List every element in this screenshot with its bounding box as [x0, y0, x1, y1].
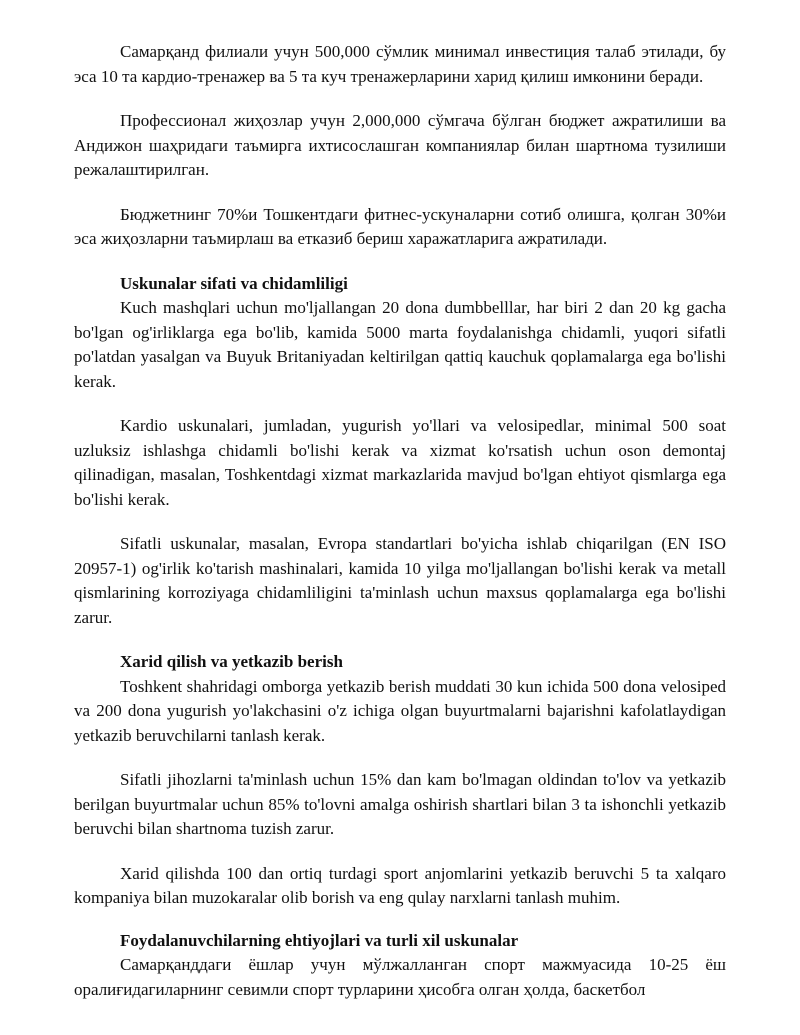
section-paragraph: Toshkent shahridagi omborga yetkazib berish muddati 30 kun ichida 500 dona velosiped va 200 dona yugurish yo'lakchasini o'z ichiga olgan buyurtmalarni bajarishni kafolatlaydigan yetkazib beruvchilarni tanlash kerak. [74, 676, 726, 745]
intro-paragraph-2: Профессионал жиҳозлар учун 2,000,000 сўмгача бўлган бюджет ажратилиши ва Андижон шаҳридаги таъмирга ихтисослашган компаниялар билан шартнома тузилиши режалаштирилган. [74, 111, 726, 179]
section-paragraph: Sifatli jihozlarni ta'minlash uchun 15% dan kam bo'lmagan oldindan to'lov va yetkazib berilgan buyurtmalar uchun 85% to'lovni amalga oshirish shartlari bilan 3 ta ishonchli yetkazib beruvchi bilan shartnoma tuzish zarur. [74, 770, 726, 838]
section-paragraph: Kardio uskunalari, jumladan, yugurish yo'llari va velosipedlar, minimal 500 soat uzluksiz ishlashga chidamli bo'lishi kerak va xizmat ko'rsatish uchun oson demontaj qilinadigan, masalan, Toshkentdagi xizmat markazlarida mavjud bo'lgan ehtiyot qismlarga ega bo'lishi kerak. [74, 416, 726, 509]
intro-paragraph-1: Самарқанд филиали учун 500,000 сўмлик минимал инвестиция талаб этилади, бу эса 10 та кардио-тренажер ва 5 та куч тренажерларини харид қилиш имконини беради. [74, 42, 726, 86]
section-heading: Uskunalar sifati va chidamliligi [120, 273, 348, 293]
intro-block [74, 40, 726, 252]
section-paragraph: Xarid qilishda 100 dan ortiq turdagi sport anjomlarini yetkazib beruvchi 5 ta xalqaro kompaniya bilan muzokaralar olib borish va eng qulay narxlarni tanlash muhim. [74, 863, 726, 907]
intro-paragraph-3: Бюджетнинг 70%и Тошкентдаги фитнес-ускуналарни сотиб олишга, қолган 30%и эса жиҳозларни таъмирлаш ва етказиб бериш харажатларига ажратилади. [74, 204, 726, 248]
section-paragraph: Kuch mashqlari uchun mo'ljallangan 20 dona dumbbelllar, har biri 2 dan 20 kg gacha bo'lgan og'irliklarga ega bo'lib, kamida 5000 marta foydalanishga chidamli, yuqori sifatli po'latdan yasalgan va Buyuk Britaniyadan keltirilgan qattiq kauchuk qoplamalarga ega bo'lishi kerak. [74, 298, 726, 391]
section-paragraph: Самарқанддаги ёшлар учун мўлжалланган спорт мажмуасида 10-25 ёш оралиғидагиларнинг севимли спорт турларини ҳисобга олган ҳолда, баскетбол [74, 955, 726, 999]
section-procurement-delivery [74, 650, 726, 911]
section-user-needs [74, 929, 726, 1003]
section-paragraph: Sifatli uskunalar, masalan, Evropa standartlari bo'yicha ishlab chiqarilgan (EN ISO 20957-1) og'irlik ko'tarish mashinalari, kamida 10 yilga mo'ljallangan bo'lishi kerak va metall qismlarining korroziyaga chidamliligini ta'minlash uchun maxsus qoplamalarga ega bo'lishi zarur. [74, 534, 726, 627]
section-equipment-quality [74, 272, 726, 631]
section-heading: Xarid qilish va yetkazib berish [120, 652, 343, 671]
section-heading: Foydalanuvchilarning ehtiyojlari va turli xil uskunalar [120, 930, 519, 950]
